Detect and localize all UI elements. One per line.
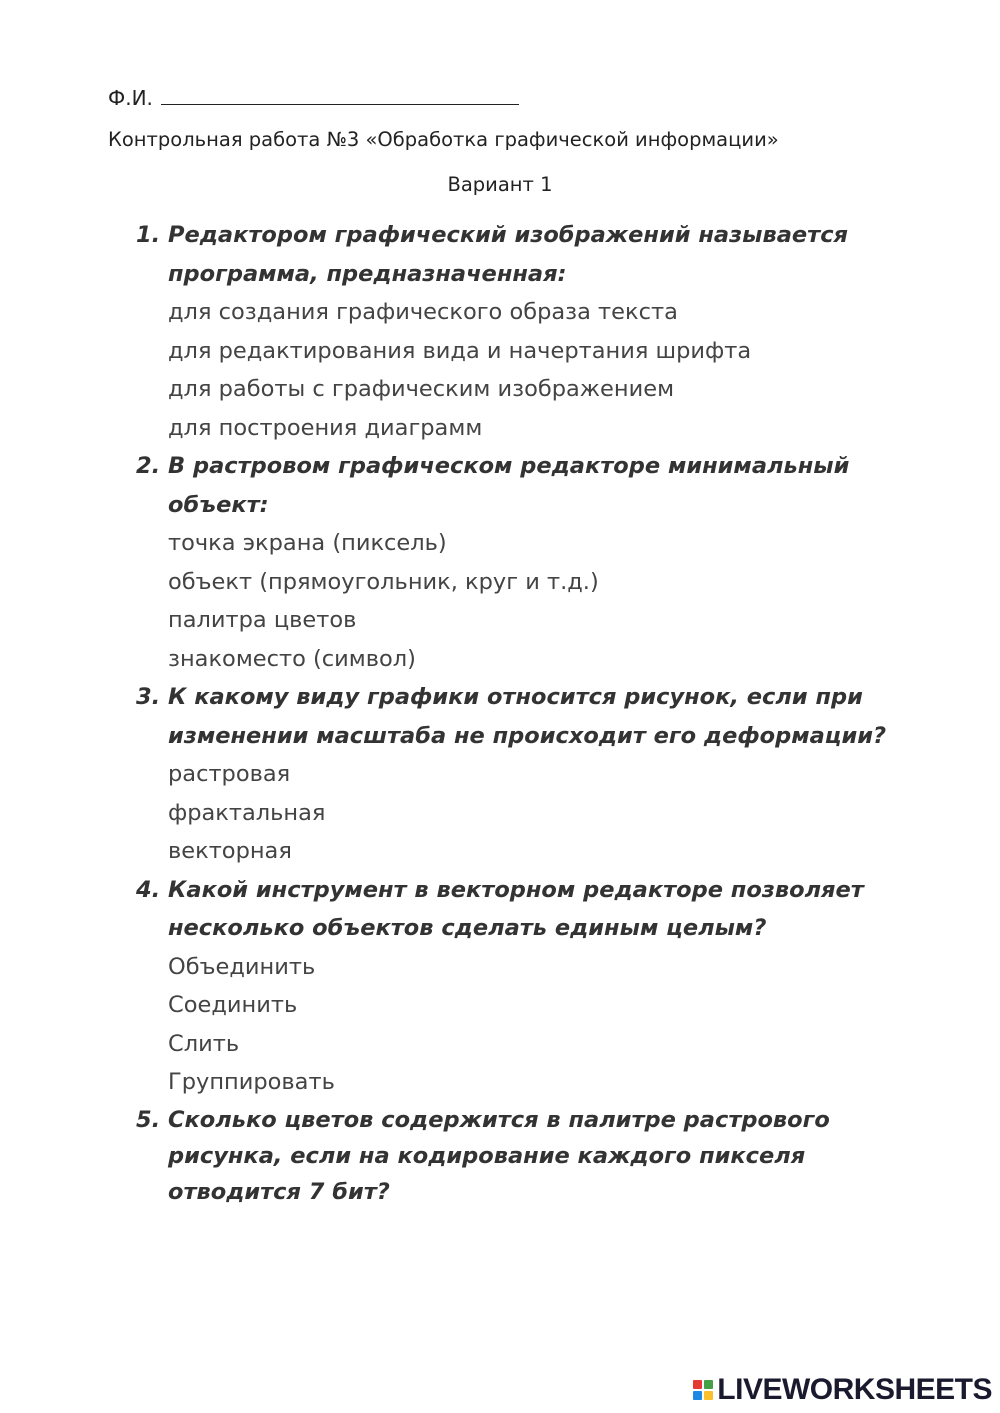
question-text: Какой инструмент в векторном редакторе позволяет несколько объектов сделать единым целым?: [168, 876, 864, 941]
answer-option[interactable]: для работы с графическим изображением: [168, 376, 675, 402]
answer-list: [168, 293, 936, 447]
question-number: 3.: [136, 684, 161, 710]
question-3: [136, 678, 936, 871]
test-title: Контрольная работа №3 «Обработка графической информации»: [108, 128, 779, 151]
logo-square: [693, 1380, 702, 1389]
answer-option[interactable]: Соединить: [168, 992, 298, 1018]
question-number: 5.: [136, 1106, 161, 1133]
answer-option[interactable]: растровая: [168, 761, 291, 787]
answer-option[interactable]: для редактирования вида и начертания шрифта: [168, 337, 752, 364]
question-list: [136, 216, 936, 1210]
answer-option[interactable]: для построения диаграмм: [168, 414, 483, 441]
question-text: В растровом графическом редакторе минимальный объект:: [168, 453, 850, 518]
question-number: 4.: [136, 876, 161, 903]
answer-list: [168, 524, 936, 678]
answer-list: [168, 948, 936, 1102]
answer-option[interactable]: Слить: [168, 1030, 240, 1057]
question-4: [136, 871, 936, 1102]
answer-option[interactable]: палитра цветов: [168, 607, 357, 633]
name-blank-line[interactable]: [161, 84, 519, 105]
question-1: [136, 216, 936, 447]
question-text: Редактором графический изображений называется программа, предназначенная:: [168, 222, 848, 287]
logo-square: [704, 1380, 713, 1389]
name-label: Ф.И.: [108, 86, 153, 110]
liveworksheets-logo-icon: [693, 1380, 713, 1400]
question-2: [136, 447, 936, 678]
liveworksheets-watermark: [693, 1373, 992, 1407]
question-number: 2.: [136, 453, 161, 479]
question-text: Сколько цветов содержится в палитре растрового рисунка, если на кодирование каждого пикселя отводится 7 бит?: [168, 1106, 830, 1205]
answer-option[interactable]: векторная: [168, 838, 292, 864]
answer-list: [168, 755, 936, 871]
answer-option[interactable]: Объединить: [168, 953, 316, 980]
logo-square: [704, 1391, 713, 1400]
logo-square: [693, 1391, 702, 1400]
answer-option[interactable]: объект (прямоугольник, круг и т.д.): [168, 568, 599, 595]
answer-option[interactable]: знакоместо (символ): [168, 645, 416, 672]
watermark-text: LIVEWORKSHEETS: [717, 1373, 992, 1406]
answer-option[interactable]: Группировать: [168, 1069, 335, 1095]
question-5: [136, 1102, 936, 1210]
question-number: 1.: [136, 222, 161, 248]
name-field-row: [108, 84, 519, 110]
answer-option[interactable]: фрактальная: [168, 799, 326, 826]
variant-label: Вариант 1: [447, 173, 553, 196]
answer-option[interactable]: для создания графического образа текста: [168, 299, 678, 325]
answer-option[interactable]: точка экрана (пиксель): [168, 530, 447, 556]
question-text: К какому виду графики относится рисунок, если при изменении масштаба не происходит его деформации?: [168, 684, 887, 749]
